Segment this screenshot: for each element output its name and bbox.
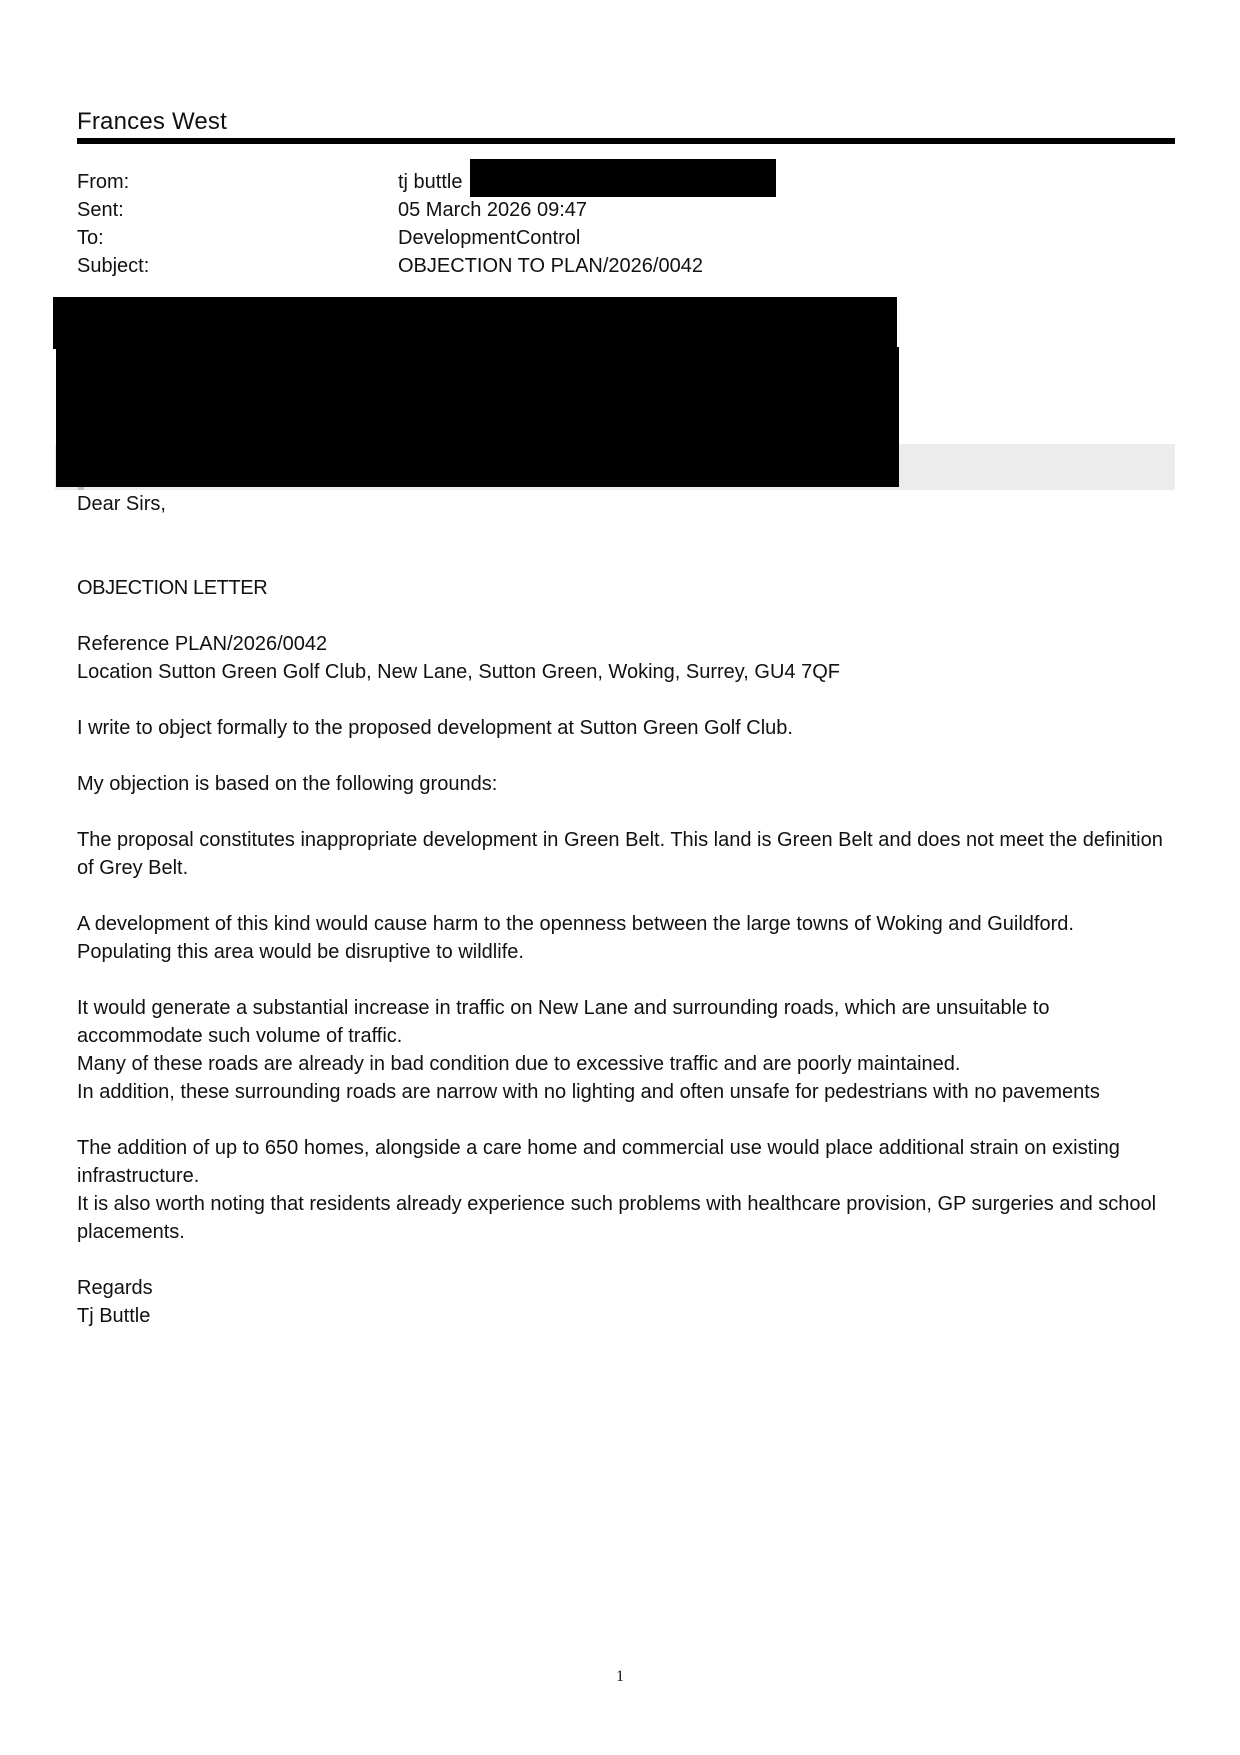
to-value: DevelopmentControl <box>398 227 581 249</box>
header-rule <box>77 138 1175 144</box>
to-label: To: <box>77 227 104 249</box>
openness-line-2: Populating this area would be disruptive to wildlife. <box>77 941 524 963</box>
grounds-paragraph: My objection is based on the following grounds: <box>77 773 498 795</box>
sent-label: Sent: <box>77 199 124 221</box>
traffic-line-1: It would generate a substantial increase in traffic on New Lane and surrounding roads, which are unsuitable to accommodate such volume of traffic. <box>77 997 1050 1047</box>
from-value: tj buttle <box>398 171 463 193</box>
mailbox-owner-name: Frances West <box>77 108 227 135</box>
location-line: Location Sutton Green Golf Club, New Lane, Sutton Green, Woking, Surrey, GU4 7QF <box>77 661 840 683</box>
traffic-line-2: Many of these roads are already in bad condition due to excessive traffic and are poorly maintained. <box>77 1053 961 1075</box>
salutation: Dear Sirs, <box>77 493 166 515</box>
subject-label: Subject: <box>77 255 150 277</box>
intro-paragraph: I write to object formally to the proposed development at Sutton Green Golf Club. <box>77 717 793 739</box>
green-belt-paragraph: The proposal constitutes inappropriate development in Green Belt. This land is Green Belt and does not meet the definition of Grey Belt. <box>77 829 1163 879</box>
from-label: From: <box>77 171 130 193</box>
letter-body <box>77 490 1175 1330</box>
letter-heading: OBJECTION LETTER <box>77 577 268 599</box>
sent-value: 05 March 2026 09:47 <box>398 199 588 221</box>
reference-line: Reference PLAN/2026/0042 <box>77 633 328 655</box>
redacted-block-upper <box>53 297 897 349</box>
traffic-line-3: In addition, these surrounding roads are narrow with no lighting and often unsafe for pedestrians with no pavements <box>77 1081 1100 1103</box>
signature: Tj Buttle <box>77 1305 151 1327</box>
redacted-email-address <box>470 159 776 197</box>
infrastructure-line-2: It is also worth noting that residents already experience such problems with healthcare provision, GP surgeries and school placements. <box>77 1193 1157 1243</box>
redacted-block-lower <box>56 347 899 487</box>
openness-line-1: A development of this kind would cause harm to the openness between the large towns of Woking and Guildford. <box>77 913 1074 935</box>
infrastructure-line-1: The addition of up to 650 homes, alongside a care home and commercial use would place additional strain on existing infrastructure. <box>77 1137 1120 1187</box>
subject-value: OBJECTION TO PLAN/2026/0042 <box>398 255 703 277</box>
closing: Regards <box>77 1277 153 1299</box>
page-number: 1 <box>616 1668 624 1685</box>
